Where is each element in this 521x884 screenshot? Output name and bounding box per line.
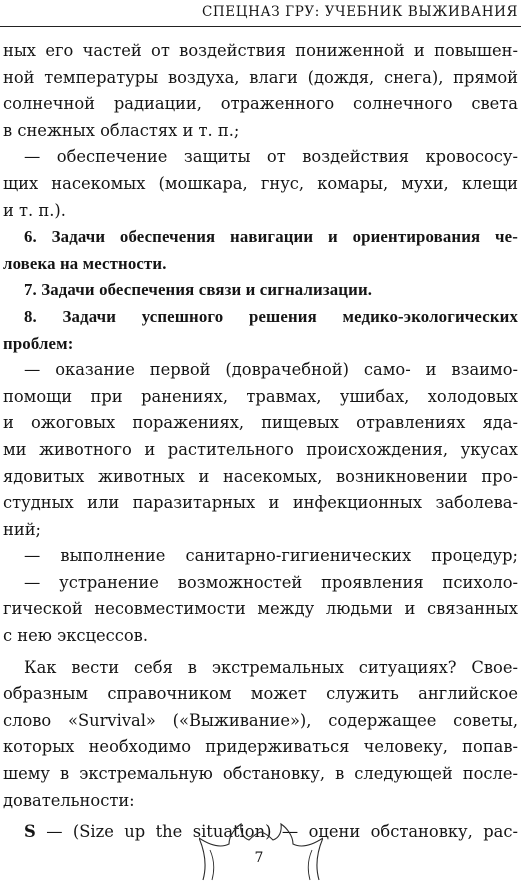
heading-line: 8. Задачи успешного решения медико-экологических (24, 306, 518, 326)
heading-line: 6. Задачи обеспечения навигации и ориентирования че- (24, 227, 518, 247)
text-line: — обеспечение защиты от воздействия кровососу- (24, 147, 518, 167)
text-line: и ожоговых поражениях, пищевых отравлениях яда- (3, 413, 518, 433)
page-body (3, 38, 518, 846)
text-line: — оказание первой (доврачебной) само- и взаимо- (24, 360, 518, 380)
text-line: с нею эксцессов. (3, 626, 149, 646)
text-line: — выполнение санитарно-гигиенических процедур; (24, 546, 518, 566)
text-line: ядовитых животных и насекомых, возникновении про- (3, 466, 518, 486)
text-line: слово «Survival» («Выживание»), содержащее советы, (3, 710, 518, 730)
running-title: СПЕЦНАЗ ГРУ: УЧЕБНИК ВЫЖИВАНИЯ (201, 4, 518, 20)
text-line: ной температуры воздуха, влаги (дождя, снега), прямой (3, 67, 518, 87)
text-line: и т. п.). (3, 200, 66, 220)
heading-line: ловека на местности. (3, 253, 167, 273)
text-line: довательности: (3, 790, 135, 810)
text-line: ний; (3, 519, 42, 539)
text-line: которых необходимо придерживаться человеку, попав- (3, 737, 518, 757)
text-line: шему в экстремальную обстановку, в следующей после- (3, 764, 518, 784)
text-line: — устранение возможностей проявления психоло- (24, 572, 518, 592)
text-line: в снежных областях и т. п.; (3, 120, 240, 140)
page-number: 7 (254, 850, 264, 866)
text-line: щих насекомых (мошкара, гнус, комары, мухи, клещи (3, 173, 518, 193)
text-line: образным справочником может служить английское (3, 684, 518, 704)
heading-line: 7. Задачи обеспечения связи и сигнализации. (24, 280, 373, 300)
text-line: солнечной радиации, отраженного солнечного света (3, 94, 518, 114)
header-rule (0, 26, 521, 27)
text-line: гической несовместимости между людьми и связанных (3, 599, 518, 619)
text-line: ми животного и растительного происхождения, укусах (3, 439, 518, 459)
text-line: Как вести себя в экстремальных ситуациях? Свое- (24, 657, 518, 677)
text-line: студных или паразитарных и инфекционных заболева- (3, 493, 518, 513)
survival-letter: S (24, 822, 36, 842)
text-line: помощи при ранениях, травмах, ушибах, холодовых (3, 386, 518, 406)
text-line: ных его частей от воздействия пониженной и повышен- (3, 41, 518, 60)
heading-line: проблем: (3, 333, 74, 353)
survival-line-text: — (Size up the situation) — оцени обстановку, рас- (35, 822, 518, 842)
